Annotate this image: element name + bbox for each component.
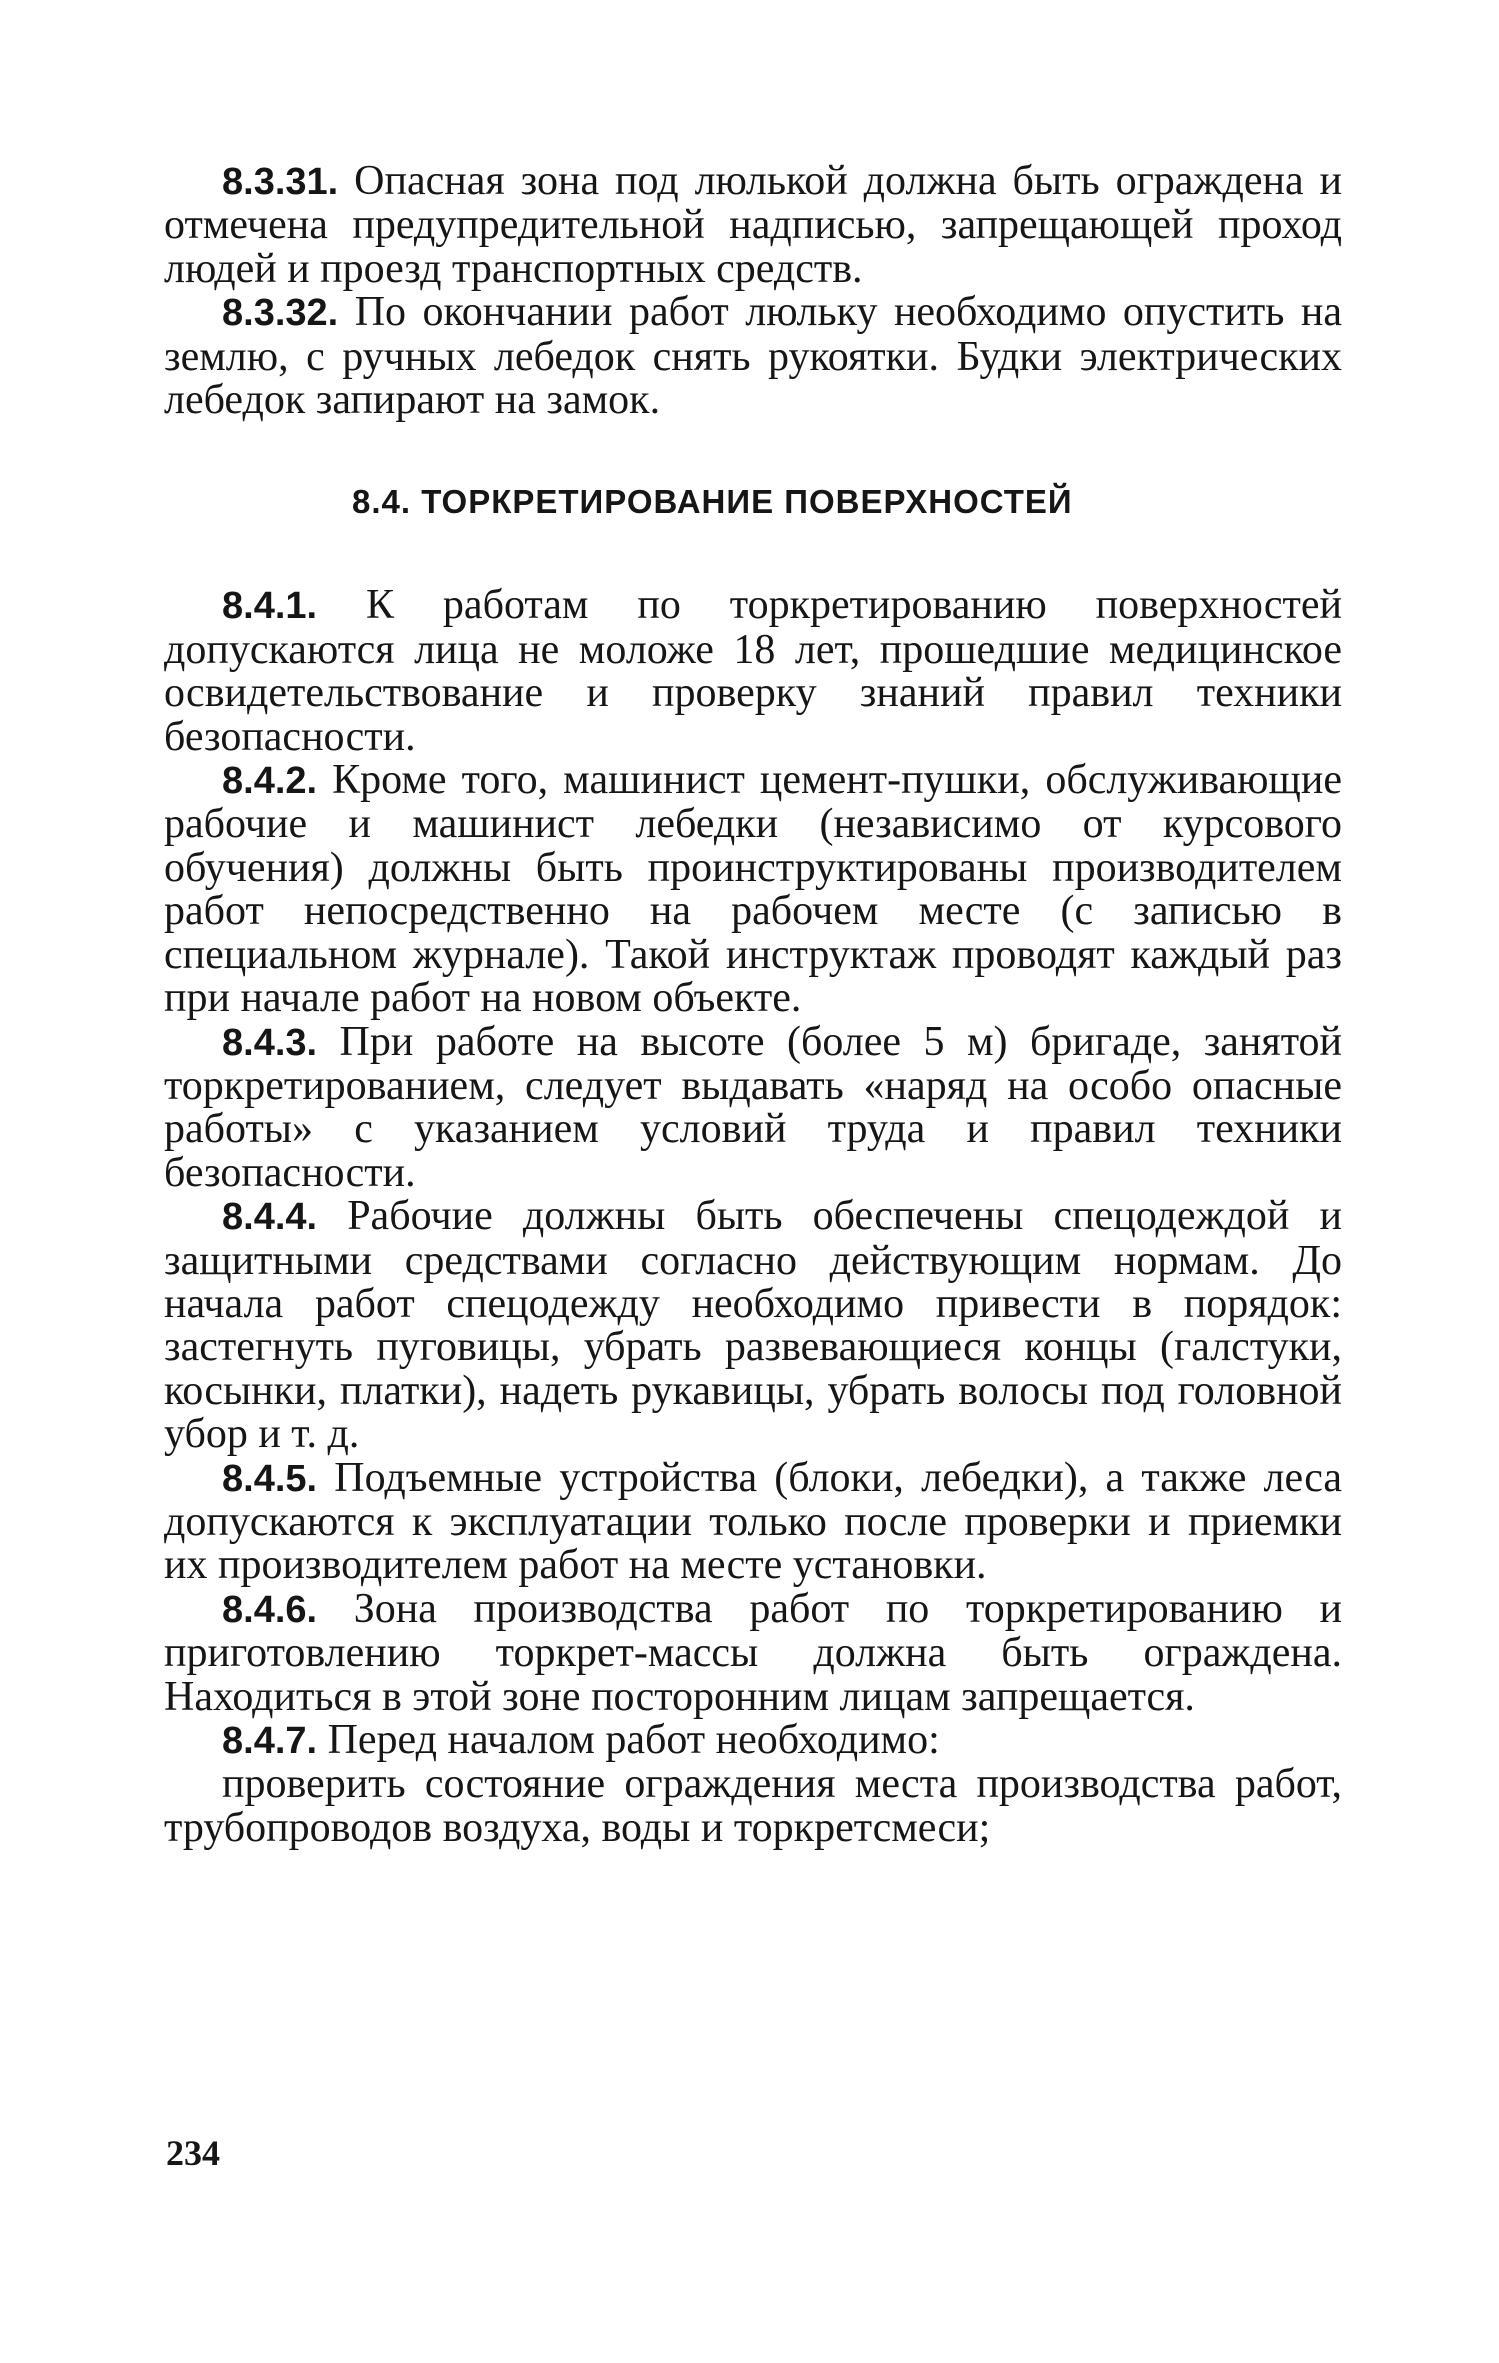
list-item: проверить состояние ограждения места производства работ, трубопроводов воздуха, воды и торкретсмеси; [164,1761,1342,1851]
paragraph-8-3-32 [164,291,1342,422]
paragraph-8-4-6 [164,1585,1342,1720]
paragraph-8-4-1 [164,584,1342,759]
paragraph-8-4-2 [164,759,1342,1020]
paragraph-text: К работам по торкретированию поверхностей допускаются лица не моложе 18 лет, прошедшие медицинское освидетельствование и проверку знаний правил техники безопасности. [164,582,1342,760]
paragraph-text: Подъемные устройства (блоки, лебедки), а также леса допускаются к эксплуатации только после проверки и приемки их производителем работ на месте установки. [164,1454,1342,1589]
paragraph-8-4-5 [164,1454,1342,1589]
paragraph-number: 8.3.32. [222,292,339,335]
paragraph-number: 8.4.4. [222,1196,318,1239]
paragraph-text: При работе на высоте (более 5 м) бригаде, занятой торкретированием, следует выдавать «наряд на особо опасные работы» с указанием условий труда и правил техники безопасности. [164,1018,1342,1196]
paragraph-8-4-3 [164,1018,1342,1196]
page-number: 234 [166,2133,220,2173]
paragraph-number: 8.4.6. [222,1588,318,1631]
paragraph-number: 8.4.3. [222,1021,318,1064]
paragraph-text: Кроме того, машинист цемент-пушки, обслуживающие рабочие и машинист лебедки (независимо от курсового обучения) должны быть проинструктированы производителем работ непосредственно на рабочем месте (с записью в специальном журнале). Такой инструктаж проводят каждый раз при начале работ на новом объекте. [164,757,1342,1022]
paragraph-text: Опасная зона под люлькой должна быть ограждена и отмечена предупредительной надписью, запрещающей проход людей и проезд транспортных средств. [164,158,1342,292]
paragraph-text: По окончании работ люльку необходимо опустить на землю, с ручных лебедок снять рукоятки. Будки электрических лебедок запирают на замок. [164,289,1342,424]
paragraph-number: 8.3.31. [222,161,339,203]
document-page [164,160,1342,1850]
paragraph-8-4-7 [164,1719,1342,1763]
paragraph-8-3-31 [164,160,1342,291]
paragraph-text: Зона производства работ по торкретированию и приготовлению торкрет-массы должна быть ограждена. Находиться в этой зоне посторонним лицам запрещается. [164,1585,1342,1720]
paragraph-text: Рабочие должны быть обеспечены спецодеждой и защитными средствами согласно действующим нормам. До начала работ спецодежду необходимо привести в порядок: застегнуть пуговицы, убрать развевающиеся концы (галстуки, косынки, платки), надеть рукавицы, убрать волосы под головной убор и т. д. [164,1193,1342,1458]
paragraph-text: Перед началом работ необходимо: [317,1717,940,1763]
paragraph-number: 8.4.7. [222,1720,318,1762]
paragraph-number: 8.4.2. [222,760,318,803]
paragraph-8-4-4 [164,1195,1342,1456]
paragraph-number: 8.4.1. [222,585,318,628]
paragraph-number: 8.4.5. [222,1457,318,1500]
section-title: 8.4. ТОРКРЕТИРОВАНИЕ ПОВЕРХНОСТЕЙ [352,483,1073,521]
